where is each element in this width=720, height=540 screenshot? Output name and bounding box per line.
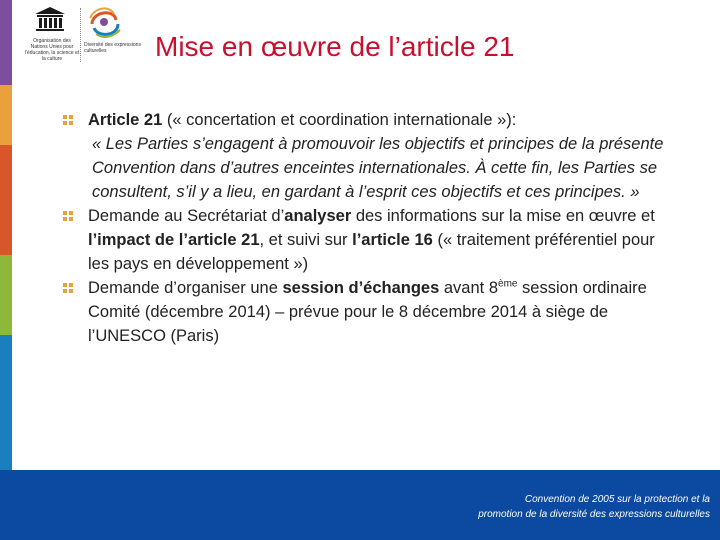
logo-divider (80, 8, 82, 62)
bullet3-bold-1: session d’échanges (282, 279, 440, 297)
footer-line-1: Convention de 2005 sur la protection et la (524, 494, 710, 505)
bullet3-text-3: session ordinaire Comité (décembre 2014) – prévue pour le 8 décembre 2014 à siège de l’UNESCO (Paris) (88, 279, 647, 345)
bullet3-text-2: avant 8 (439, 279, 499, 297)
bullet-icon (62, 210, 74, 222)
page-title: Mise en œuvre de l’article 21 (155, 31, 515, 62)
footer-line-2: promotion de la diversité des expressions culturelles (478, 509, 710, 520)
bullet3-superscript: ème (498, 278, 518, 290)
convention-swirl-icon (84, 4, 124, 42)
header-logos (22, 4, 150, 66)
bullet1-label: Article 21 (88, 111, 163, 129)
unesco-logo (22, 4, 82, 66)
bullet-icon (62, 114, 74, 126)
bullet2-text-3: , et suivi sur (259, 231, 353, 249)
side-strip-orange (0, 85, 12, 145)
slide-content (62, 108, 672, 348)
side-strip-red (0, 145, 12, 255)
unesco-logo-text: Organisation des Nations Unies pour l’éducation, la science et la culture (24, 38, 80, 62)
convention-logo-text: Diversité des expressions culturelles (84, 42, 141, 54)
unesco-temple-icon (34, 6, 66, 32)
bullet-item-exchange-session (62, 276, 672, 348)
bullet2-text-2: des informations sur la mise en œuvre et (351, 207, 655, 225)
bullet2-bold-1: analyser (284, 207, 352, 225)
bullet2-text-4: (« traitement préférentiel pour les pays en développement ») (88, 231, 655, 273)
footer-text (390, 492, 710, 522)
convention-logo (84, 4, 150, 66)
side-strip-green (0, 255, 12, 335)
bullet1-text: (« concertation et coordination internationale »): (162, 111, 517, 129)
side-strip-blue (0, 335, 12, 470)
bullet2-bold-3: l’article 16 (352, 231, 433, 249)
bullet3-text-1: Demande d’organiser une (88, 279, 283, 297)
bullet-item-article-21 (62, 108, 672, 204)
bullet2-text-1: Demande au Secrétariat d’ (88, 207, 285, 225)
bullet2-bold-2: l’impact de l’article 21 (88, 231, 260, 249)
side-strip-purple (0, 0, 12, 85)
bullet-item-analysis-request (62, 204, 672, 276)
bullet-icon (62, 282, 74, 294)
bullet1-quote: « Les Parties s’engagent à promouvoir les objectifs et principes de la présente Convention dans d’autres enceintes internationales. À cette fin, les Parties se consultent, s’il y a lieu, en gardant à l’esprit ces objectifs et ces principes. » (92, 135, 664, 201)
